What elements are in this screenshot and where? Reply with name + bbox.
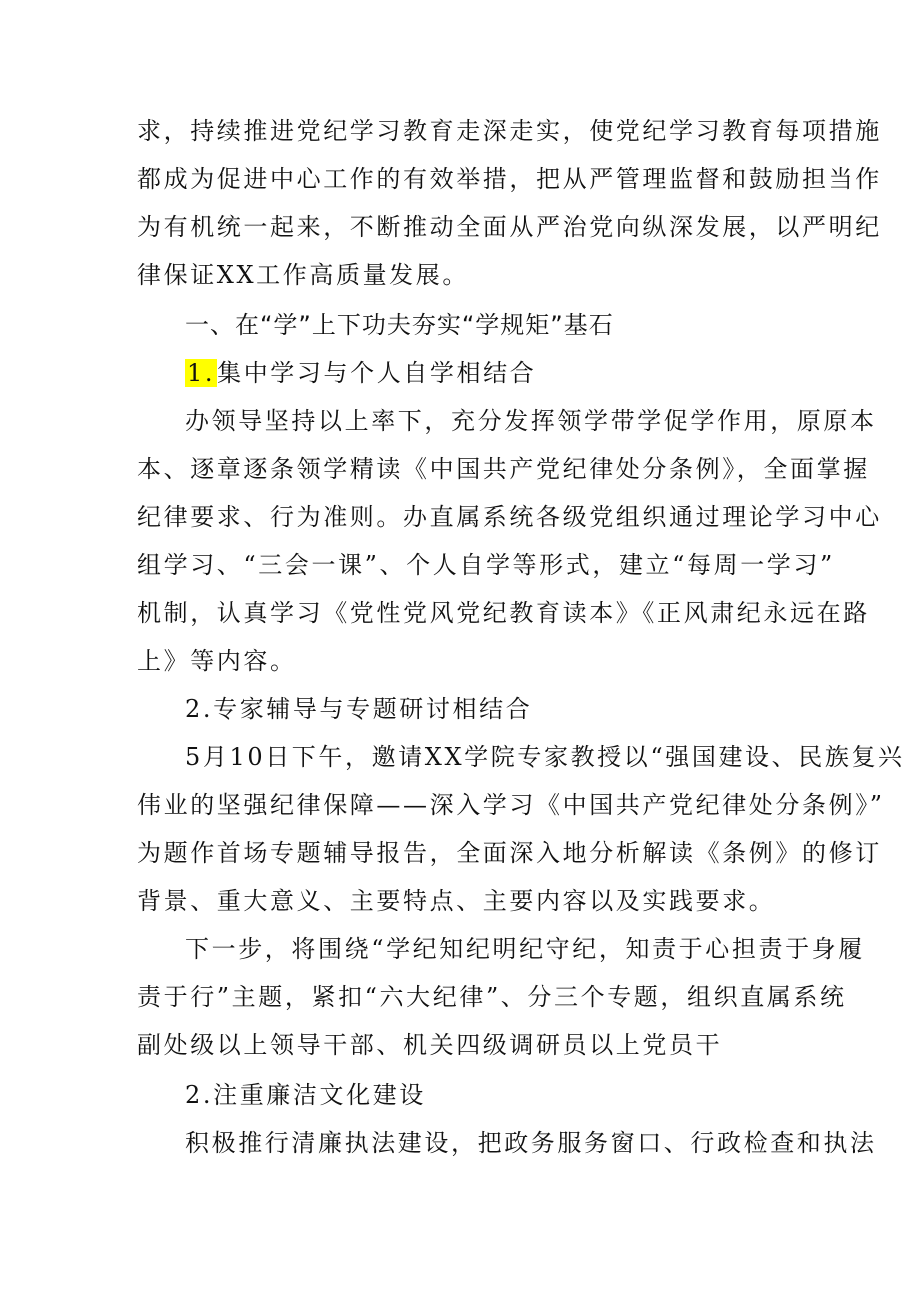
section-heading: 一、在“学”上下功夫夯实“学规矩”基石 (185, 311, 614, 339)
p3-line-1: 下一步，将围绕“学纪知纪明纪守纪，知责于心担责于身履 (185, 935, 865, 963)
intro-line-1: 求，持续推进党纪学习教育走深走实，使党纪学习教育每项措施 (137, 117, 882, 145)
intro-line-4: 律保证XX工作高质量发展。 (137, 261, 469, 289)
subheading-1-title: 集中学习与个人自学相结合 (217, 359, 537, 387)
p3-line-3: 副处级以上领导干部、机关四级调研员以上党员干 (137, 1031, 723, 1059)
subheading-2: 2.专家辅导与专题研讨相结合 (185, 695, 533, 723)
p1-line-5: 机制，认真学习《党性党风党纪教育读本》《正风肃纪永远在路 (137, 599, 870, 627)
p3-line-2: 责于行”主题，紧扣“六大纪律”、分三个专题，组织直属系统 (137, 983, 847, 1011)
p2-line-4: 背景、重大意义、主要特点、主要内容以及实践要求。 (137, 887, 776, 915)
subheading-1 (185, 355, 536, 391)
p2-line-2: 伟业的坚强纪律保障——深入学习《中国共产党纪律处分条例》” (137, 791, 885, 819)
p2-line-3: 为题作首场专题辅导报告，全面深入地分析解读《条例》的修订 (137, 839, 882, 867)
p1-line-2: 本、逐章逐条领学精读《中国共产党纪律处分条例》，全面掌握 (137, 455, 870, 483)
p1-line-6: 上》等内容。 (137, 647, 297, 675)
subheading-1-number: 1. (187, 359, 216, 387)
intro-line-2: 都成为促进中心工作的有效举措，把从严管理监督和鼓励担当作 (137, 165, 882, 193)
intro-line-3: 为有机统一起来，不断推动全面从严治党向纵深发展，以严明纪 (137, 213, 882, 241)
p1-line-1: 办领导坚持以上率下，充分发挥领学带学促学作用，原原本 (185, 407, 877, 435)
p4-line-1: 积极推行清廉执法建设，把政务服务窗口、行政检查和执法 (185, 1129, 877, 1157)
p1-line-3: 纪律要求、行为准则。办直属系统各级党组织通过理论学习中心 (137, 503, 882, 531)
p1-line-4: 组学习、“三会一课”、个人自学等形式，建立“每周一学习” (137, 551, 835, 579)
subheading-3: 2.注重廉洁文化建设 (185, 1081, 426, 1109)
p2-line-1: 5月10日下午，邀请XX学院专家教授以“强国建设、民族复兴 (185, 743, 905, 771)
